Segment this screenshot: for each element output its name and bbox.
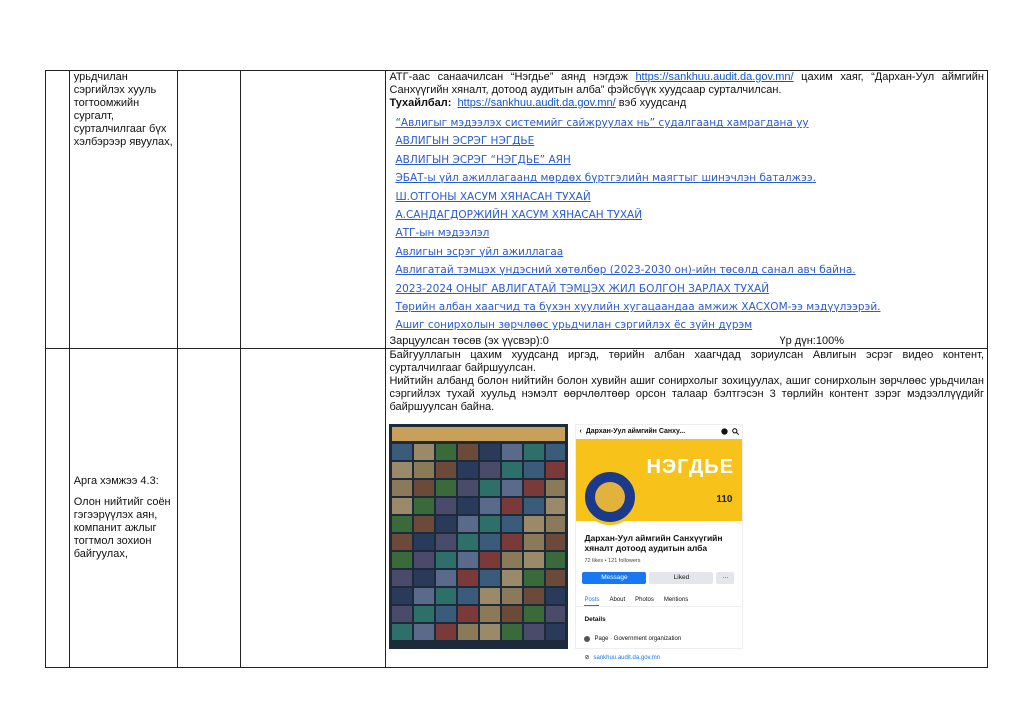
budget-text: Зарцуулсан төсөв (эх үүсвэр):0 <box>389 334 549 347</box>
collage-tile <box>480 480 500 496</box>
collage-tile <box>524 606 544 622</box>
collage-tile <box>502 570 522 586</box>
collage-tile <box>458 498 478 514</box>
collage-tile <box>392 534 412 550</box>
example-line: Тухайлбал: https://sankhuu.audit.da.gov.mn/ вэб хуудсанд <box>389 97 687 109</box>
empty-cell <box>178 348 241 667</box>
collage-tile <box>436 570 456 586</box>
collage-tile <box>546 516 566 532</box>
back-icon: ‹ <box>579 428 582 436</box>
collage-tile <box>502 462 522 478</box>
collage-tile <box>458 516 478 532</box>
article-link[interactable]: АВЛИГЫН ЭСРЭГ “НЭГДЬЕ” АЯН <box>395 153 571 166</box>
fb-website-link[interactable]: sankhuu.audit.da.gov.mn <box>593 654 661 661</box>
collage-tile <box>392 588 412 604</box>
action-title: Арга хэмжээ 4.3: <box>73 474 159 487</box>
website-screenshot-image <box>389 424 568 649</box>
collage-tile <box>502 444 522 460</box>
collage-tile <box>458 462 478 478</box>
report-paragraph: АТГ-аас санаачилсан “Нэгдье” аянд нэгдэж https://sankhuu.audit.da.gov.mn/ цахим хаяг, “Дархан-Уул аймгийн Санхүүгийн хяналт, дотоод аудитын алба” фэйсбүүк хуудсаар сурталчилсан. <box>389 71 984 96</box>
collage-tile <box>502 624 522 640</box>
collage-tile <box>546 588 566 604</box>
facebook-page-screenshot <box>575 424 743 661</box>
collage-tile <box>502 516 522 532</box>
message-button[interactable]: Message <box>582 572 646 584</box>
collage-tile <box>414 534 434 550</box>
collage-tile <box>436 624 456 640</box>
collage-tile <box>436 444 456 460</box>
fb-header <box>576 425 742 439</box>
collage-tile <box>392 624 412 640</box>
collage-tile <box>392 444 412 460</box>
collage-tile <box>502 480 522 496</box>
fb-cover-image <box>576 439 742 521</box>
tab-posts[interactable]: Posts <box>584 594 599 606</box>
collage-tile <box>524 444 544 460</box>
collage-tile <box>436 552 456 568</box>
collage-tile <box>546 534 566 550</box>
more-button[interactable]: ··· <box>716 572 734 584</box>
collage-tile <box>480 462 500 478</box>
collage-tile <box>414 480 434 496</box>
table-row <box>46 71 988 349</box>
collage-tile <box>502 588 522 604</box>
collage-tile <box>414 444 434 460</box>
collage-tile <box>546 498 566 514</box>
report-paragraph: Байгууллагын цахим хуудсанд иргэд, төрийн албан хаагчдад зориулсан Авлигын эсрэг видео контент, сурталчилгааг байршуулсан. <box>389 348 984 374</box>
article-link[interactable]: Авлигын эсрэг үйл ажиллагаа <box>395 245 564 258</box>
collage-tile <box>502 534 522 550</box>
category-row: Page · Government organization <box>576 630 742 649</box>
collage-tile <box>546 624 566 640</box>
article-link[interactable]: “Авлигыг мэдээлэх системийг сайжруулах нь” судалгаанд хамрагдана уу <box>395 117 809 129</box>
collage-tile <box>480 498 500 514</box>
collage-tile <box>414 588 434 604</box>
tab-mentions[interactable]: Mentions <box>663 596 689 603</box>
info-icon <box>584 636 590 642</box>
collage-tile <box>392 552 412 568</box>
collage-tile <box>414 624 434 640</box>
collage-tile <box>524 516 544 532</box>
collage-tile <box>392 480 412 496</box>
search-icon <box>732 428 739 435</box>
collage-tile <box>458 570 478 586</box>
action-cell <box>69 348 177 667</box>
details-label: Details <box>584 615 606 623</box>
report-cell <box>386 71 988 349</box>
report-paragraph: Нийтийн албанд болон нийтийн болон хувийн ашиг сонирхолыг зохицуулах, ашиг сонирхолын зөрчлөөс урьдчилан сэргийлэх тухай хуульд нэмэлт өөрчлөлтөөр орсон талаар бэлтгэсэн 3 төрлийн контент зэрэг мэдээллүүдийг байршуулсан байна. <box>389 374 984 413</box>
article-link[interactable]: ЭБАТ-ы үйл ажиллагаанд мөрдөх бүртгэлийн маягтыг шинэчлэн баталжээ. <box>395 172 816 185</box>
article-link[interactable]: 2023-2024 ОНЫГ АВЛИГАТАЙ ТЭМЦЭХ ЖИЛ БОЛГОН ЗАРЛАХ ТУХАЙ <box>395 282 770 295</box>
collage-tile <box>524 570 544 586</box>
collage-tile <box>480 516 500 532</box>
collage-tile <box>436 516 456 532</box>
report-table <box>45 70 988 668</box>
collage-tile <box>436 606 456 622</box>
measure-text: урьдчилан сэргийлэх хууль тогтоомжийн сургалт, сурталчилгааг бүх хэлбэрээр явуулах, <box>73 71 173 148</box>
budget-result-line <box>389 335 984 348</box>
article-link[interactable]: А.САНДАГДОРЖИЙН ХАСУМ ХЯНАСАН ТУХАЙ <box>395 209 643 222</box>
collage-tile <box>480 570 500 586</box>
collage-tile <box>480 588 500 604</box>
collage-tile <box>480 444 500 460</box>
collage-tile <box>524 534 544 550</box>
collage-tile <box>480 552 500 568</box>
fb-header-title: Дархан-Уул аймгийн Санху... <box>585 428 686 436</box>
collage-tile <box>458 480 478 496</box>
collage-tile <box>392 606 412 622</box>
evidence-images <box>389 424 984 661</box>
empty-cell <box>240 348 385 667</box>
collage-tile <box>392 498 412 514</box>
collage-tile <box>414 552 434 568</box>
collage-tile <box>546 606 566 622</box>
fb-tabs <box>576 588 742 607</box>
collage-tile <box>502 606 522 622</box>
cover-brand-text: НЭГДЬЕ <box>646 455 734 478</box>
collage-tile <box>546 444 566 460</box>
collage-tile <box>458 552 478 568</box>
index-cell <box>46 71 70 349</box>
website-link[interactable]: https://sankhuu.audit.da.gov.mn/ <box>457 97 616 109</box>
table-row <box>46 348 988 667</box>
action-text: Олон нийтийг соён гэгээрүүлэх аян, компанит ажлыг тогтмол зохион байгуулах, <box>73 495 171 560</box>
collage-tile <box>546 552 566 568</box>
organization-seal-icon <box>582 469 638 525</box>
collage-tile <box>436 462 456 478</box>
collage-tile <box>436 498 456 514</box>
collage-tile <box>480 624 500 640</box>
collage-tile <box>480 606 500 622</box>
collage-tile <box>546 480 566 496</box>
collage-tile <box>458 588 478 604</box>
collage-tile <box>524 552 544 568</box>
collage-tile <box>546 570 566 586</box>
collage-tile <box>414 462 434 478</box>
measure-cell <box>69 71 177 349</box>
collage-tile <box>524 480 544 496</box>
collage-tile <box>414 570 434 586</box>
collage-tile <box>524 498 544 514</box>
collage-tile <box>480 534 500 550</box>
collage-tile <box>458 624 478 640</box>
collage-tile <box>502 552 522 568</box>
collage-tile <box>436 534 456 550</box>
collage-tile <box>524 624 544 640</box>
liked-button[interactable]: Liked <box>649 572 713 584</box>
collage-tile <box>502 498 522 514</box>
tab-about[interactable]: About <box>609 596 626 603</box>
messenger-icon <box>721 428 728 435</box>
collage-tile <box>414 606 434 622</box>
article-link[interactable]: АВЛИГЫН ЭСРЭГ НЭГДЬЕ <box>395 135 535 148</box>
link-icon: ⊘ <box>584 654 590 661</box>
website-row <box>576 649 742 668</box>
collage-tile <box>458 606 478 622</box>
empty-cell <box>178 71 241 349</box>
article-link[interactable]: Ашиг сонирхолын зөрчлөөс урьдчилан сэргийлэх ёс зүйн дүрэм <box>395 319 753 332</box>
collage-tile <box>436 588 456 604</box>
collage-tile <box>458 534 478 550</box>
tab-photos[interactable]: Photos <box>635 596 654 603</box>
article-link[interactable]: АТГ-ын мэдээлэл <box>395 227 490 240</box>
collage-tile <box>524 588 544 604</box>
result-text: Үр дүн:100% <box>779 334 844 347</box>
website-link[interactable]: https://sankhuu.audit.da.gov.mn/ <box>635 71 794 83</box>
empty-cell <box>240 71 385 349</box>
collage-tile <box>546 462 566 478</box>
article-link[interactable]: Ш.ОТГОНЫ ХАСУМ ХЯНАСАН ТУХАЙ <box>395 190 591 203</box>
collage-tile <box>436 480 456 496</box>
article-link[interactable]: Авлигатай тэмцэх үндэсний хөтөлбөр (2023-2030 он)-ийн төсөлд санал авч байна. <box>395 264 856 277</box>
collage-tile <box>392 462 412 478</box>
collage-tile <box>524 462 544 478</box>
article-link-list <box>389 114 984 335</box>
report-cell <box>386 348 988 667</box>
fb-stats: 72 likes • 121 followers <box>584 557 641 564</box>
collage-tile <box>392 516 412 532</box>
collage-tile <box>414 498 434 514</box>
collage-tile <box>458 444 478 460</box>
index-cell <box>46 348 70 667</box>
collage-tile <box>414 516 434 532</box>
hotline-number: 110 <box>716 493 733 505</box>
collage-tile <box>392 570 412 586</box>
article-link[interactable]: Төрийн албан хаагчид та бүхэн хуулийн хугацаандаа амжиж ХАСХОМ-ээ мэдүүлээрэй. <box>395 301 881 314</box>
fb-page-name: Дархан-Уул аймгийн Санхүүгийн хяналт дотоод аудитын алба <box>584 532 723 553</box>
